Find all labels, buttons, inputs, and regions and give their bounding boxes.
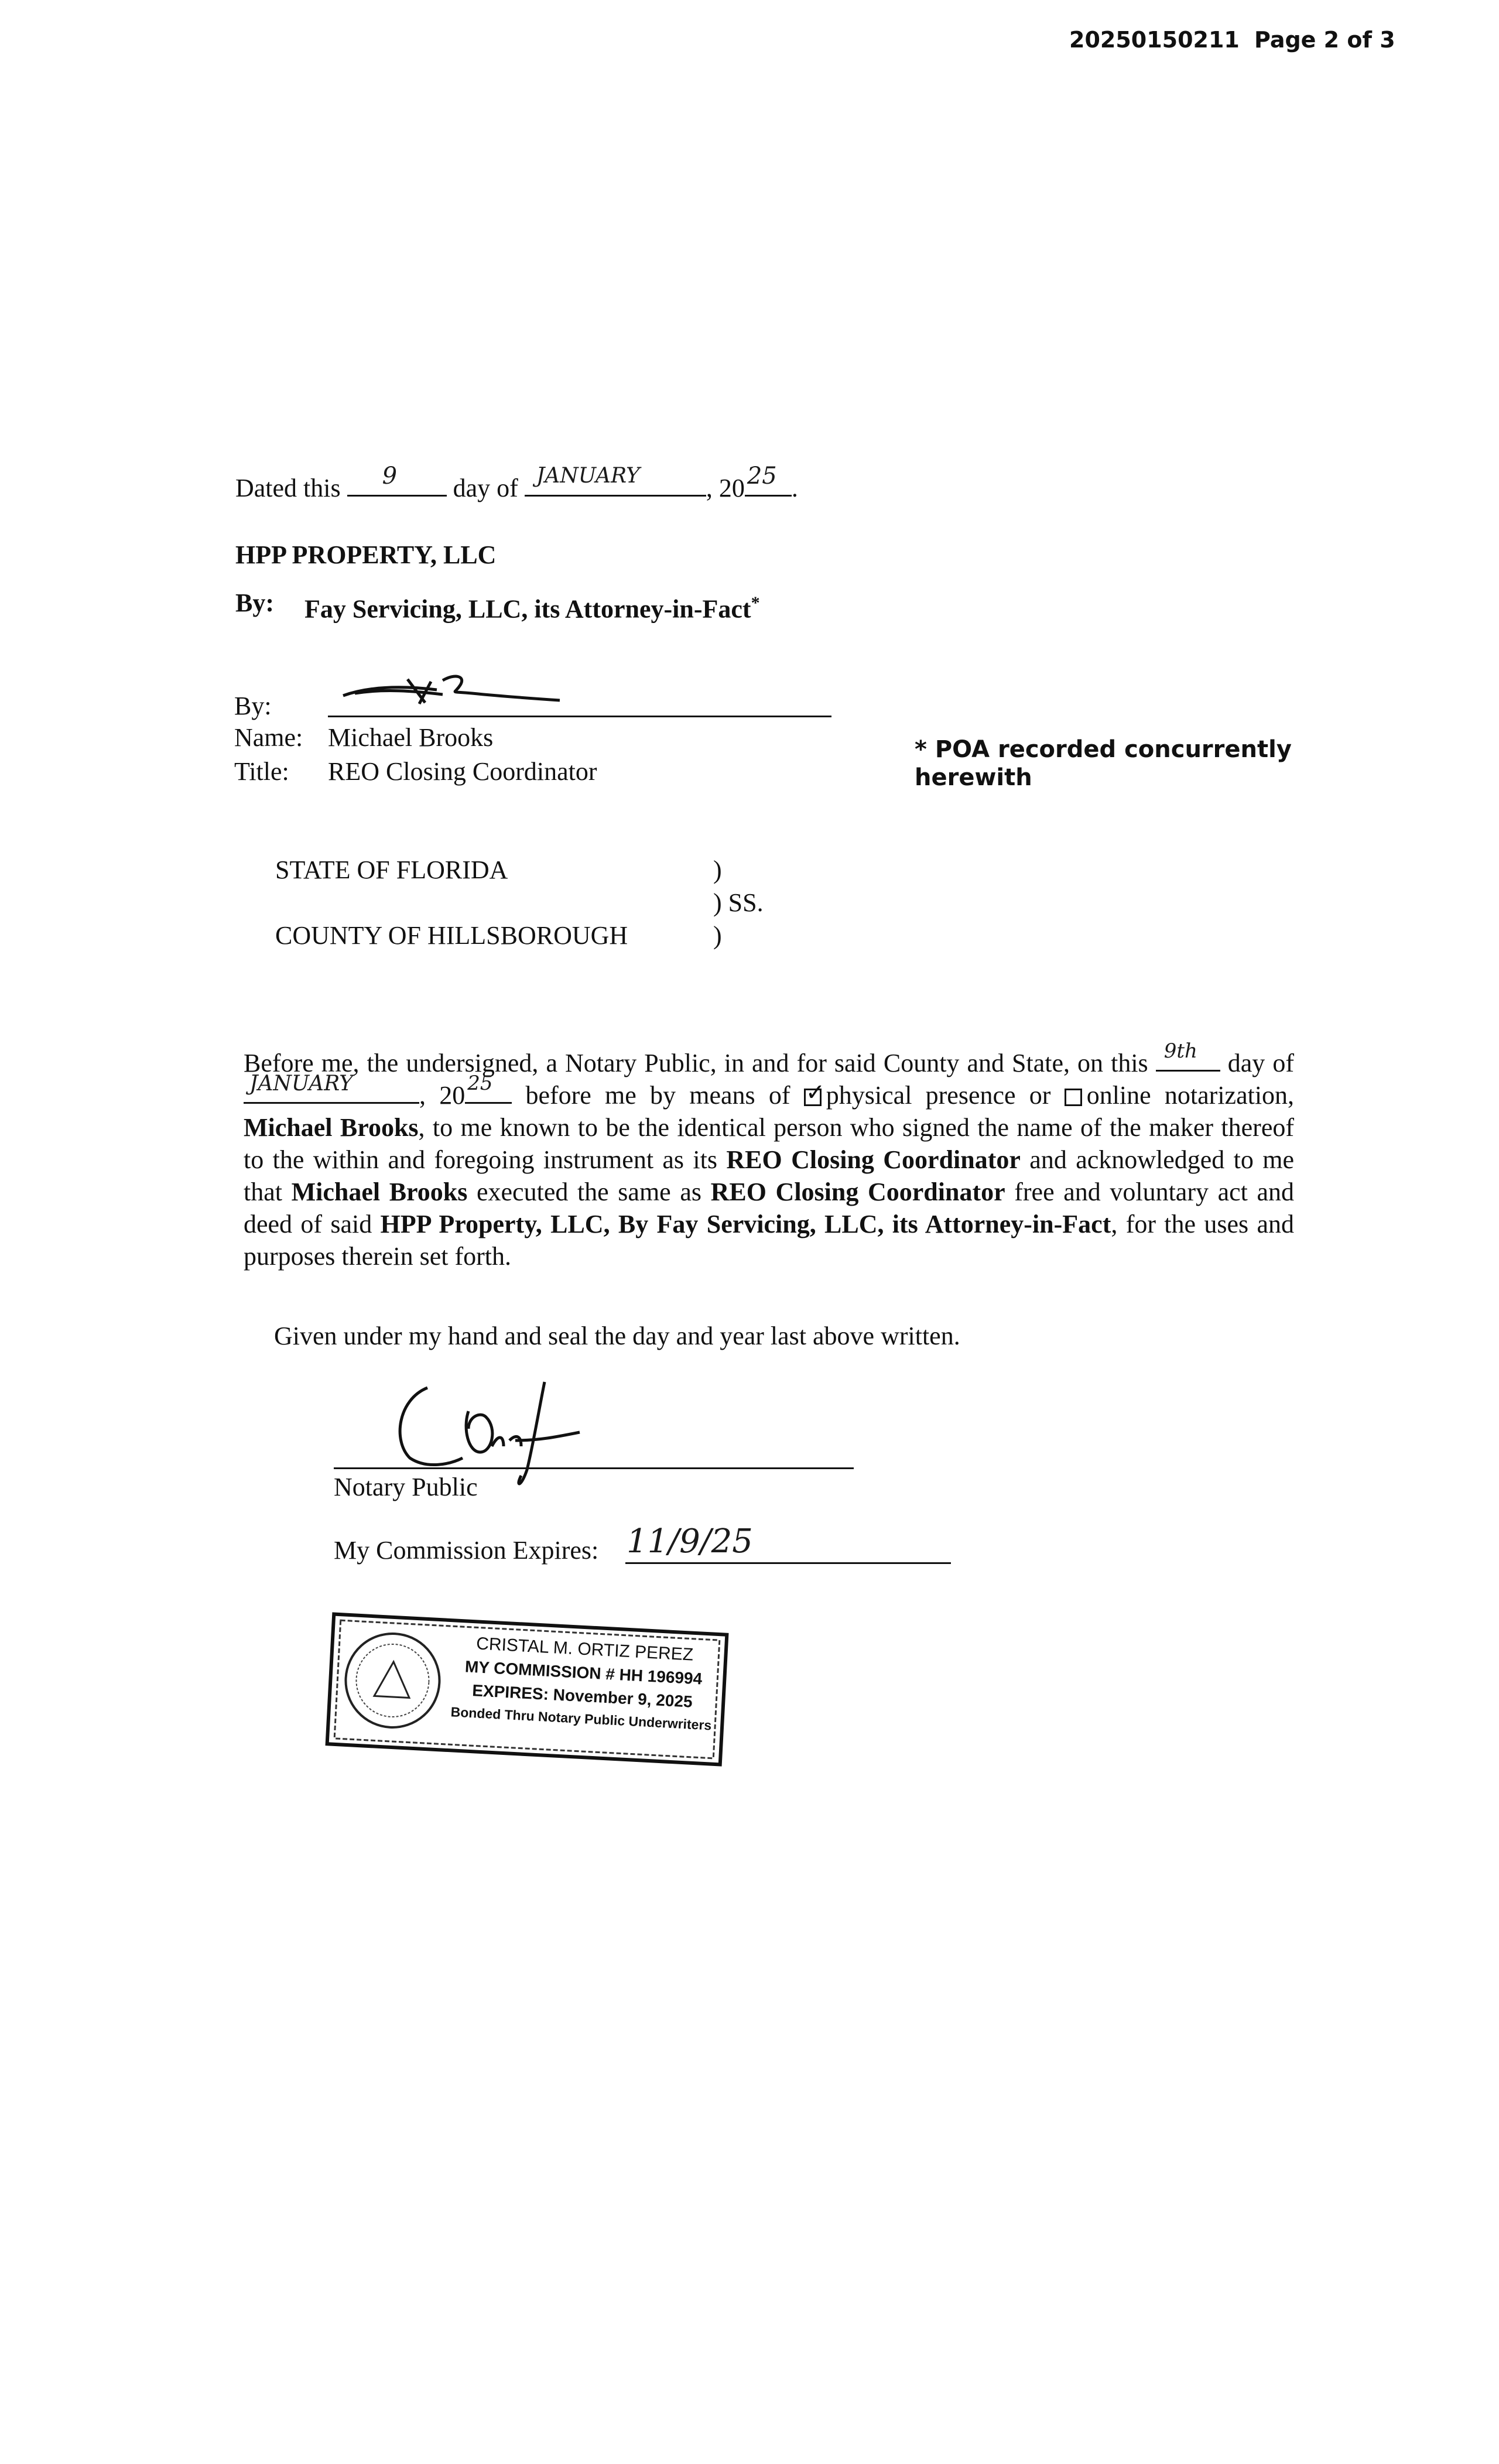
ack-text-2b: , to me known to be the identical person who signed the name of the maker thereof to the within and foregoing instrument as its [244,1113,1294,1174]
ack-name-1: Michael Brooks [244,1113,419,1142]
ack-online: online [1086,1081,1151,1110]
grantor-by-label: By: [235,588,274,617]
ack-title-1: REO Closing Coordinator [726,1145,1021,1174]
signer-name-label: Name: [234,723,303,752]
dated-prefix: Dated this [235,474,341,502]
commission-expires-handwritten: 11/9/25 [627,1522,753,1560]
ack-physical: physical presence [826,1081,1016,1110]
stamp-bonded: Bonded Thru Notary Public Underwriters [450,1704,712,1733]
ack-day-blank [1156,1039,1220,1072]
grantor-signature [337,668,571,714]
ack-year-handwritten: 25 [467,1072,493,1095]
ack-year-prefix: , 20 [419,1081,466,1110]
ack-month-handwritten: JANUARY [249,1072,353,1096]
stamp-expires: EXPIRES: November 9, 2025 [471,1681,693,1711]
ack-text-2e: free and voluntary act and deed of said [244,1178,1295,1238]
signer-name: Michael Brooks [328,723,494,752]
ack-day-of: day of [1227,1049,1295,1077]
ack-title-2: REO Closing Coordinator [710,1178,1005,1206]
document-number: 20250150211 [1069,27,1240,53]
ack-entity: HPP Property, LLC, By Fay Servicing, LLC, its Attorney-in-Fact [380,1210,1111,1238]
dated-day-of: day of [453,474,518,502]
ack-or: or [1029,1081,1051,1110]
venue-county: COUNTY OF HILLSBOROUGH [275,921,628,950]
dated-day-blank [347,463,447,497]
signer-signature-line [328,716,831,717]
commission-expires-label: My Commission Expires: [334,1536,599,1565]
ack-text-2f: , for the uses and purposes therein set forth. [244,1210,1294,1271]
venue-ss: ) SS. [713,888,764,917]
notary-public-label: Notary Public [334,1473,478,1501]
ack-year-blank [465,1072,512,1104]
signer-by-label: By: [234,692,272,720]
dated-year-blank [745,463,792,497]
stamp-commission: MY COMMISSION # HH 196994 [464,1657,703,1688]
ack-text-2d: executed the same as [477,1178,701,1206]
physical-presence-checkbox[interactable] [804,1089,822,1106]
dated-month-handwritten: JANUARY [536,464,640,488]
dated-year-prefix: , 20 [706,474,745,502]
stamp-notary-name: CRISTAL M. ORTIZ PEREZ [475,1634,694,1665]
ack-text-1: Before me, the undersigned, a Notary Public, in and for said County and State, on this [244,1049,1148,1077]
ack-means: before me by means of [525,1081,790,1110]
dated-year-handwritten: 25 [747,463,777,490]
venue-paren-1: ) [713,855,722,884]
dated-day-handwritten: 9 [382,463,398,490]
signer-title-label: Title: [234,757,289,786]
acknowledgment-paragraph [244,1039,1295,1272]
ack-text-2a: notarization, [1164,1081,1295,1110]
venue-state: STATE OF FLORIDA [275,855,508,884]
page-number: Page 2 of 3 [1254,27,1395,53]
dated-line [235,463,798,505]
grantor-name: HPP PROPERTY, LLC [235,540,497,569]
ack-name-2: Michael Brooks [291,1178,468,1206]
notary-stamp [324,1611,729,1767]
ack-text-2c: and acknowledged to me that [244,1145,1295,1206]
grantor-attorney [304,587,760,626]
commission-expires-line [625,1562,951,1564]
given-statement: Given under my hand and seal the day and year last above written. [274,1322,960,1350]
notary-signature-line [334,1467,854,1469]
attorney-text: Fay Servicing, LLC, its Attorney-in-Fact [304,594,751,624]
signer-title: REO Closing Coordinator [328,757,597,786]
attorney-asterisk: * [751,593,760,612]
dated-period: . [791,474,798,502]
ack-month-blank [244,1072,419,1104]
ack-day-handwritten: 9th [1163,1039,1197,1063]
poa-note: * POA recorded concurrently herewith [915,736,1292,791]
venue-paren-2: ) [713,921,722,950]
online-notarization-checkbox[interactable] [1065,1089,1082,1106]
dated-month-blank [525,464,706,497]
